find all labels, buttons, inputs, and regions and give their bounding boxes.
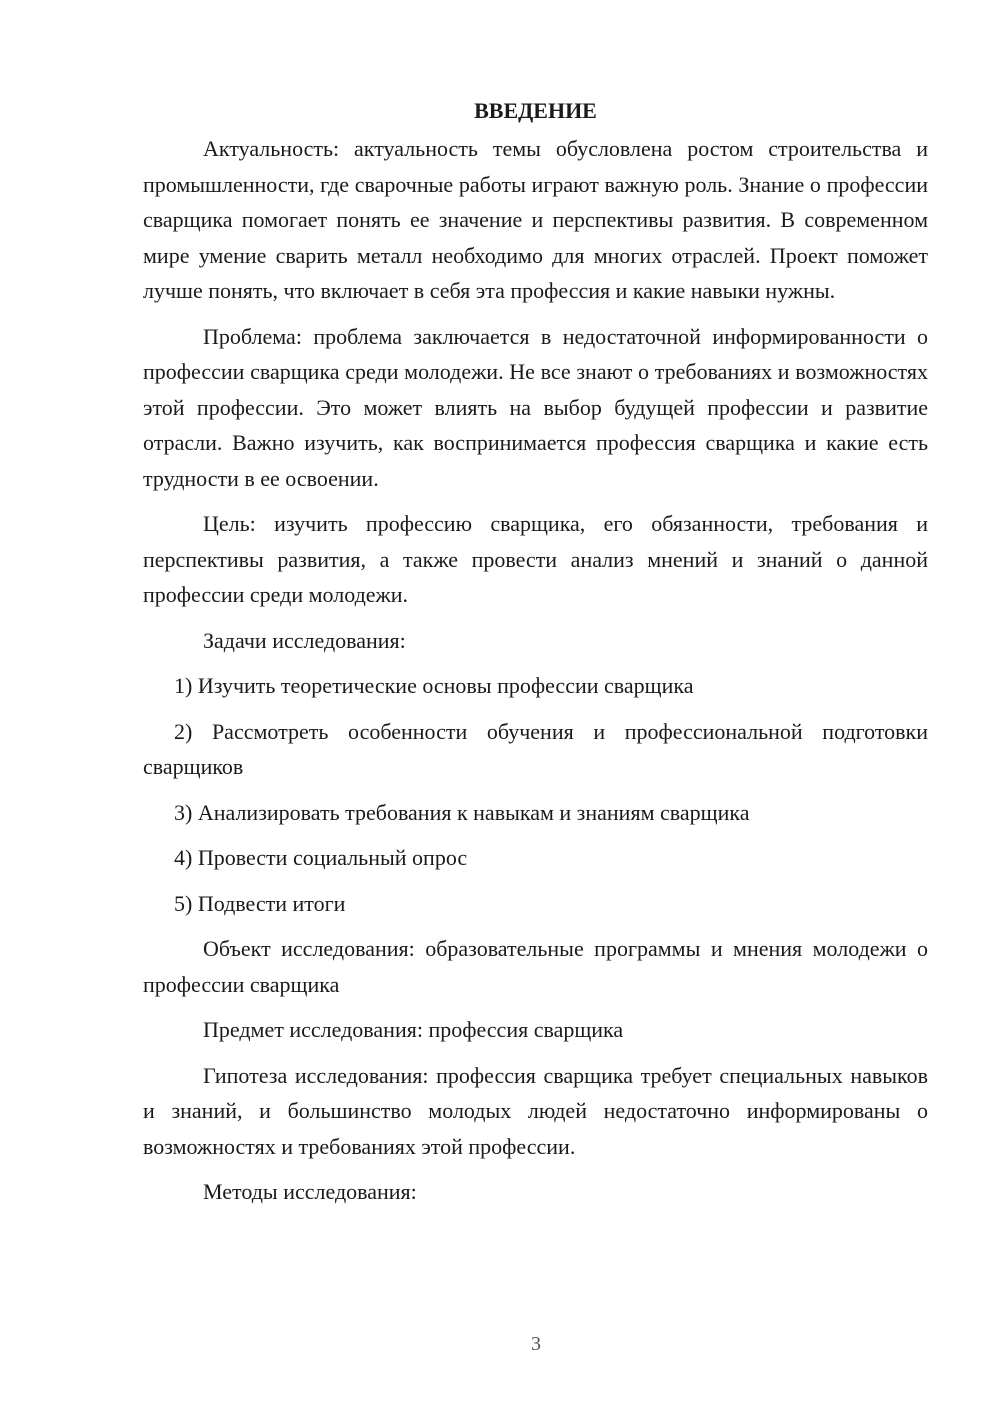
paragraph-problem: Проблема: проблема заключается в недостаточной информированности о профессии сварщика среди молодежи. Не все знают о требованиях и возможностях этой профессии. Это может влиять на выбор будущей профессии и развитие отрасли. Важно изучить, как воспринимается профессия сварщика и какие есть трудности в ее освоении. — [143, 323, 928, 491]
page-number: 3 — [531, 1333, 541, 1355]
paragraph-subject: Предмет исследования: профессия сварщика — [203, 1017, 624, 1042]
paragraph-object: Объект исследования: образовательные программы и мнения молодежи о профессии сварщика — [143, 936, 928, 997]
paragraph-hypothesis: Гипотеза исследования: профессия сварщика требует специальных навыков и знаний, и большинство молодых людей недостаточно информированы о возможностях и требованиях этой профессии. — [143, 1062, 928, 1159]
document-page — [143, 95, 928, 1220]
paragraph-goal: Цель: изучить профессию сварщика, его обязанности, требования и перспективы развития, а также провести анализ мнений и знаний о данной профессии среди молодежи. — [143, 511, 928, 607]
task-item: 2) Рассмотреть особенности обучения и профессиональной подготовки сварщиков — [143, 718, 928, 779]
paragraph-methods: Методы исследования: — [203, 1179, 417, 1204]
page-title: ВВЕДЕНИЕ — [474, 98, 597, 123]
task-item: 1) Изучить теоретические основы профессии сварщика — [174, 673, 694, 698]
task-item: 3) Анализировать требования к навыкам и знаниям сварщика — [174, 799, 750, 825]
paragraph-relevance: Актуальность: актуальность темы обусловлена ростом строительства и промышленности, где сварочные работы играют важную роль. Знание о профессии сварщика помогает понять ее значение и перспективы развития. В современном мире умение сварить металл необходимо для многих отраслей. Проект поможет лучше понять, что включает в себя эта профессия и какие навыки нужны. — [143, 136, 928, 303]
paragraph-tasks-heading: Задачи исследования: — [203, 627, 406, 653]
task-item: 5) Подвести итоги — [174, 890, 346, 916]
task-item: 4) Провести социальный опрос — [174, 845, 468, 870]
